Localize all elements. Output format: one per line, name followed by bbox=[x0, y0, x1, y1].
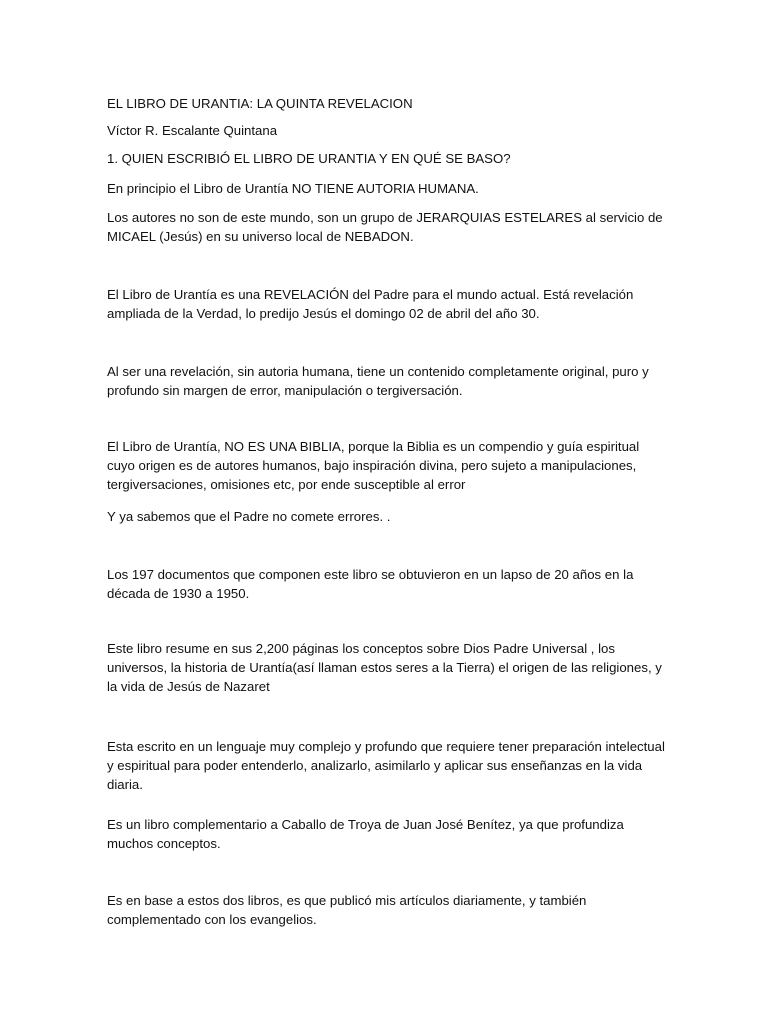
paragraph-3: El Libro de Urantía es una REVELACIÓN del Padre para el mundo actual. Está revelación ampliada de la Verdad, lo predijo Jesús el domingo 02 de abril del año 30. bbox=[107, 287, 634, 321]
paragraph-2: Los autores no son de este mundo, son un grupo de JERARQUIAS ESTELARES al servicio de MICAEL (Jesús) en su universo local de NEBADON. bbox=[107, 210, 663, 244]
document-title: EL LIBRO DE URANTIA: LA QUINTA REVELACION bbox=[107, 96, 413, 111]
section-heading: 1. QUIEN ESCRIBIÓ EL LIBRO DE URANTIA Y EN QUÉ SE BASO? bbox=[107, 151, 511, 166]
paragraph-10: Es un libro complementario a Caballo de Troya de Juan José Benítez, ya que profundiza muchos conceptos. bbox=[107, 817, 624, 851]
paragraph-9: Esta escrito en un lenguaje muy complejo y profundo que requiere tener preparación intelectual y espiritual para poder entenderlo, analizarlo, asimilarlo y aplicar sus enseñanzas en la vida diaria. bbox=[107, 739, 665, 792]
paragraph-11: Es en base a estos dos libros, es que publicó mis artículos diariamente, y también complementado con los evangelios. bbox=[107, 893, 587, 927]
paragraph-4: Al ser una revelación, sin autoria humana, tiene un contenido completamente original, puro y profundo sin margen de error, manipulación o tergiversación. bbox=[107, 364, 649, 398]
paragraph-6: Y ya sabemos que el Padre no comete errores. . bbox=[107, 509, 391, 524]
paragraph-7: Los 197 documentos que componen este libro se obtuvieron en un lapso de 20 años en la década de 1930 a 1950. bbox=[107, 567, 634, 601]
document-author: Víctor R. Escalante Quintana bbox=[107, 123, 278, 138]
paragraph-1: En principio el Libro de Urantía NO TIENE AUTORIA HUMANA. bbox=[107, 181, 479, 196]
paragraph-5: El Libro de Urantía, NO ES UNA BIBLIA, porque la Biblia es un compendio y guía espiritual cuyo origen es de autores humanos, bajo inspiración divina, pero sujeto a manipulaciones, tergiversaciones, omisiones etc, por ende susceptible al error bbox=[107, 439, 640, 492]
paragraph-8: Este libro resume en sus 2,200 páginas los conceptos sobre Dios Padre Universal , los universos, la historia de Urantía(así llaman estos seres a la Tierra) el origen de las religiones, y la vida de Jesús de Nazaret bbox=[107, 641, 662, 694]
